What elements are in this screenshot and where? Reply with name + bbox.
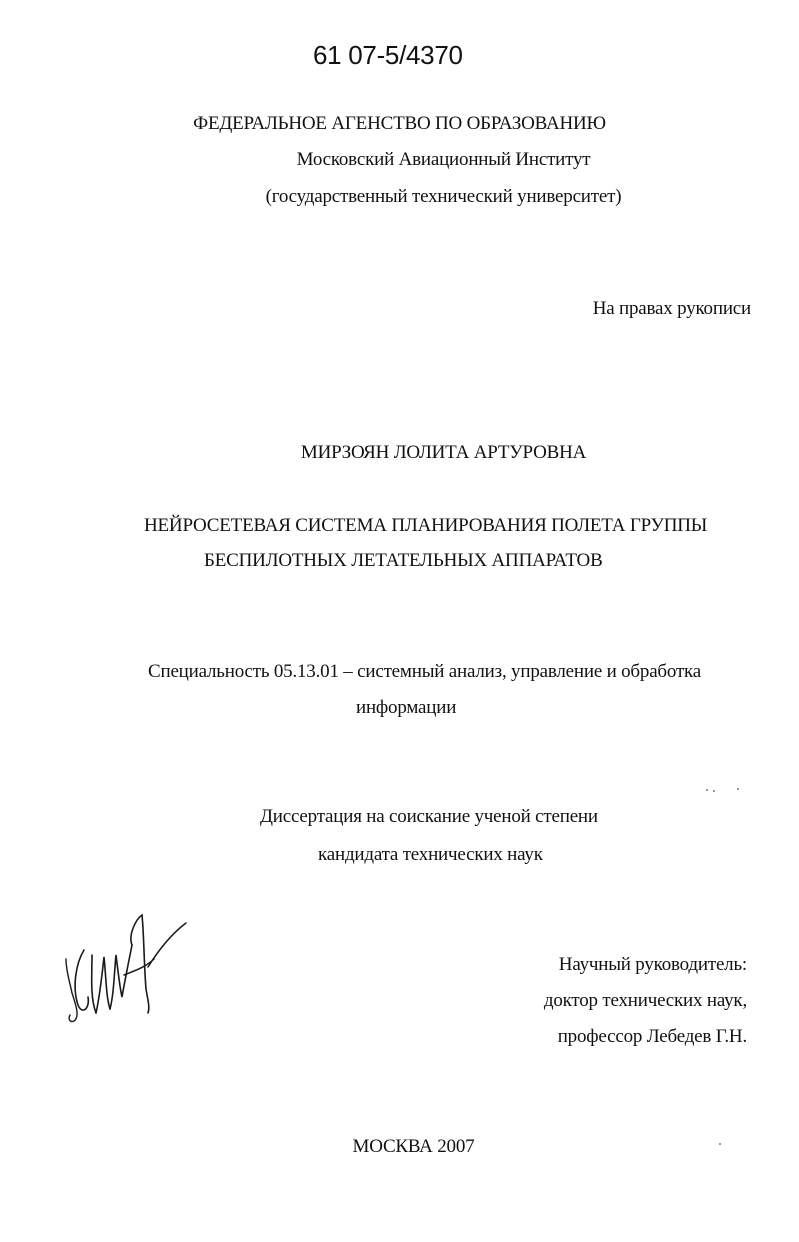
institute-name: Московский Авиационный Институт (296, 149, 591, 170)
supervisor-label: Научный руководитель: (558, 954, 747, 975)
degree-line-1: Диссертация на соискание ученой степени (260, 806, 598, 827)
supervisor-name: профессор Лебедев Г.Н. (557, 1026, 747, 1047)
thesis-title-line-1: НЕЙРОСЕТЕВАЯ СИСТЕМА ПЛАНИРОВАНИЯ ПОЛЕТА ГРУППЫ (144, 515, 708, 536)
thesis-title-line-2: БЕСПИЛОТНЫХ ЛЕТАТЕЛЬНЫХ АППАРАТОВ (204, 550, 603, 571)
scan-speck (713, 790, 715, 792)
author-name: МИРЗОЯН ЛОЛИТА АРТУРОВНА (300, 442, 587, 463)
university-note: (государственный технический университет) (265, 186, 622, 207)
city-year: МОСКВА 2007 (352, 1136, 475, 1157)
specialty-line-1: Специальность 05.13.01 – системный анализ, управление и обработка (148, 661, 702, 682)
manuscript-note: На правах рукописи (592, 298, 751, 319)
archive-code: 61 07-5/4370 (313, 40, 463, 70)
specialty-line-2: информации (356, 697, 457, 718)
scan-speck (706, 789, 708, 791)
scan-speck (737, 788, 739, 790)
handwritten-signature-icon (62, 905, 192, 1030)
degree-line-2: кандидата технических наук (318, 844, 543, 865)
supervisor-degree: доктор технических наук, (543, 990, 747, 1011)
agency-name: ФЕДЕРАЛЬНОЕ АГЕНСТВО ПО ОБРАЗОВАНИЮ (193, 113, 606, 134)
